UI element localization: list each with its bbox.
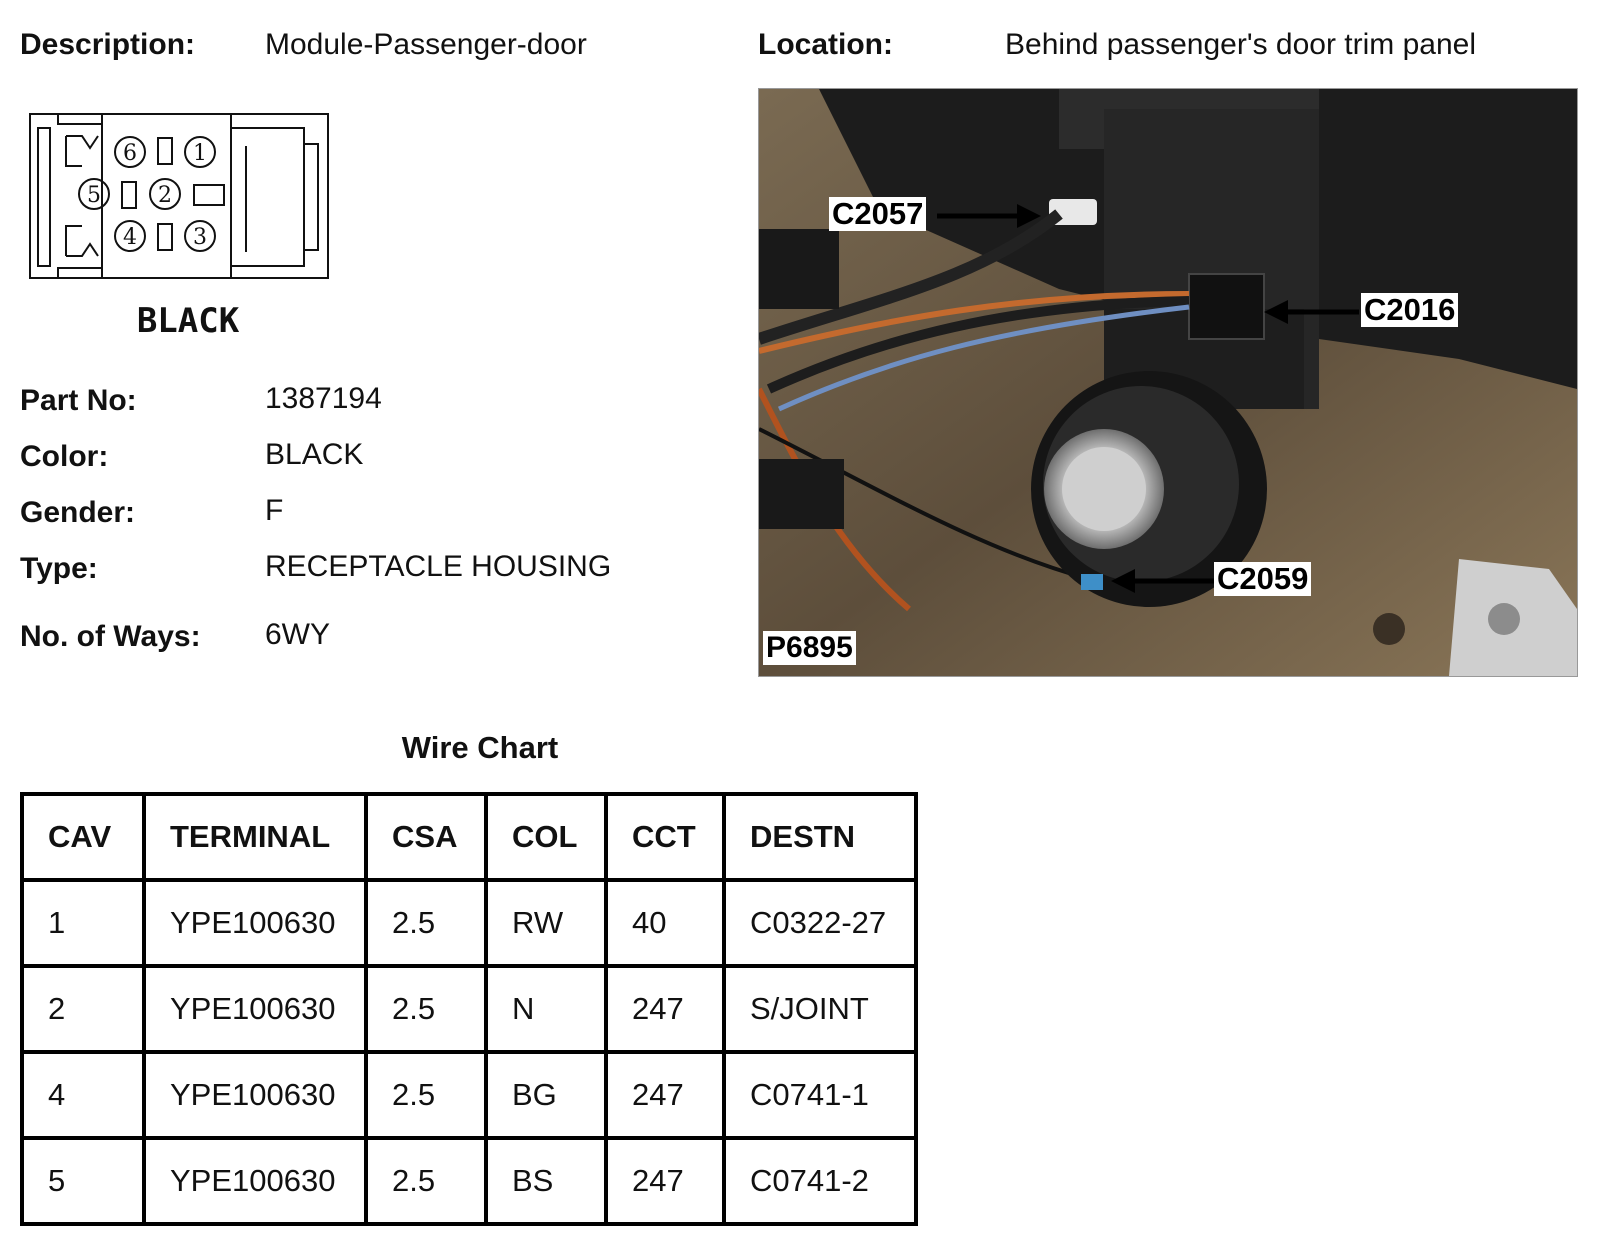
wire-chart-header-row: [22, 794, 916, 880]
column-header-cct: CCT: [606, 794, 724, 880]
cell-terminal: YPE100630: [144, 966, 366, 1052]
cell-cav: 2: [22, 966, 144, 1052]
cell-destn: C0741-2: [724, 1138, 916, 1224]
cell-cct: 247: [606, 1052, 724, 1138]
color-label: Color:: [20, 440, 109, 473]
part-no-label: Part No:: [20, 384, 137, 417]
cell-col: BS: [486, 1138, 606, 1224]
cell-csa: 2.5: [366, 1052, 486, 1138]
table-row: [22, 1052, 916, 1138]
cell-destn: C0322-27: [724, 880, 916, 966]
column-header-col: COL: [486, 794, 606, 880]
type-label: Type:: [20, 552, 98, 585]
cavity-3-label: 3: [193, 225, 207, 250]
description-label: Description:: [20, 28, 196, 61]
cavity-6-label: 6: [123, 141, 137, 166]
color-value: BLACK: [265, 438, 364, 471]
gender-value: F: [265, 494, 284, 527]
table-row: [22, 880, 916, 966]
cell-destn: S/JOINT: [724, 966, 916, 1052]
connector-face-diagram: [26, 106, 346, 356]
cell-terminal: YPE100630: [144, 1052, 366, 1138]
type-value: RECEPTACLE HOUSING: [265, 550, 612, 583]
cell-csa: 2.5: [366, 880, 486, 966]
table-row: [22, 966, 916, 1052]
cell-cav: 4: [22, 1052, 144, 1138]
photo-reference: P6895: [763, 631, 856, 665]
cell-csa: 2.5: [366, 966, 486, 1052]
gender-label: Gender:: [20, 496, 136, 529]
cell-cct: 247: [606, 966, 724, 1052]
photo-illustration: [759, 89, 1577, 676]
table-row: [22, 1138, 916, 1224]
location-value: Behind passenger's door trim panel: [1005, 28, 1477, 61]
wire-chart-title: Wire Chart: [401, 730, 559, 765]
cell-cav: 1: [22, 880, 144, 966]
ways-value: 6WY: [265, 618, 331, 651]
connector-color-caption: BLACK: [136, 301, 240, 341]
column-header-terminal: TERMINAL: [144, 794, 366, 880]
column-header-csa: CSA: [366, 794, 486, 880]
cell-cct: 40: [606, 880, 724, 966]
location-label: Location:: [758, 28, 893, 61]
cell-destn: C0741-1: [724, 1052, 916, 1138]
callout-c2016: C2016: [1361, 293, 1458, 327]
cell-col: RW: [486, 880, 606, 966]
callout-c2057: C2057: [829, 197, 926, 231]
cavity-4-label: 4: [123, 225, 137, 250]
location-photo: [758, 88, 1578, 677]
part-no-value: 1387194: [265, 382, 382, 415]
cell-csa: 2.5: [366, 1138, 486, 1224]
column-header-cav: CAV: [22, 794, 144, 880]
callout-c2059: C2059: [1214, 562, 1311, 596]
wire-chart-table: [20, 792, 918, 1226]
cell-col: BG: [486, 1052, 606, 1138]
column-header-destn: DESTN: [724, 794, 916, 880]
cavity-5-label: 5: [87, 183, 101, 208]
cavity-1-label: 1: [193, 141, 207, 166]
description-value: Module-Passenger-door: [265, 28, 587, 61]
cavity-2-label: 2: [158, 183, 172, 208]
cell-cav: 5: [22, 1138, 144, 1224]
cell-col: N: [486, 966, 606, 1052]
cell-terminal: YPE100630: [144, 880, 366, 966]
cell-terminal: YPE100630: [144, 1138, 366, 1224]
ways-label: No. of Ways:: [20, 620, 201, 653]
cell-cct: 247: [606, 1138, 724, 1224]
